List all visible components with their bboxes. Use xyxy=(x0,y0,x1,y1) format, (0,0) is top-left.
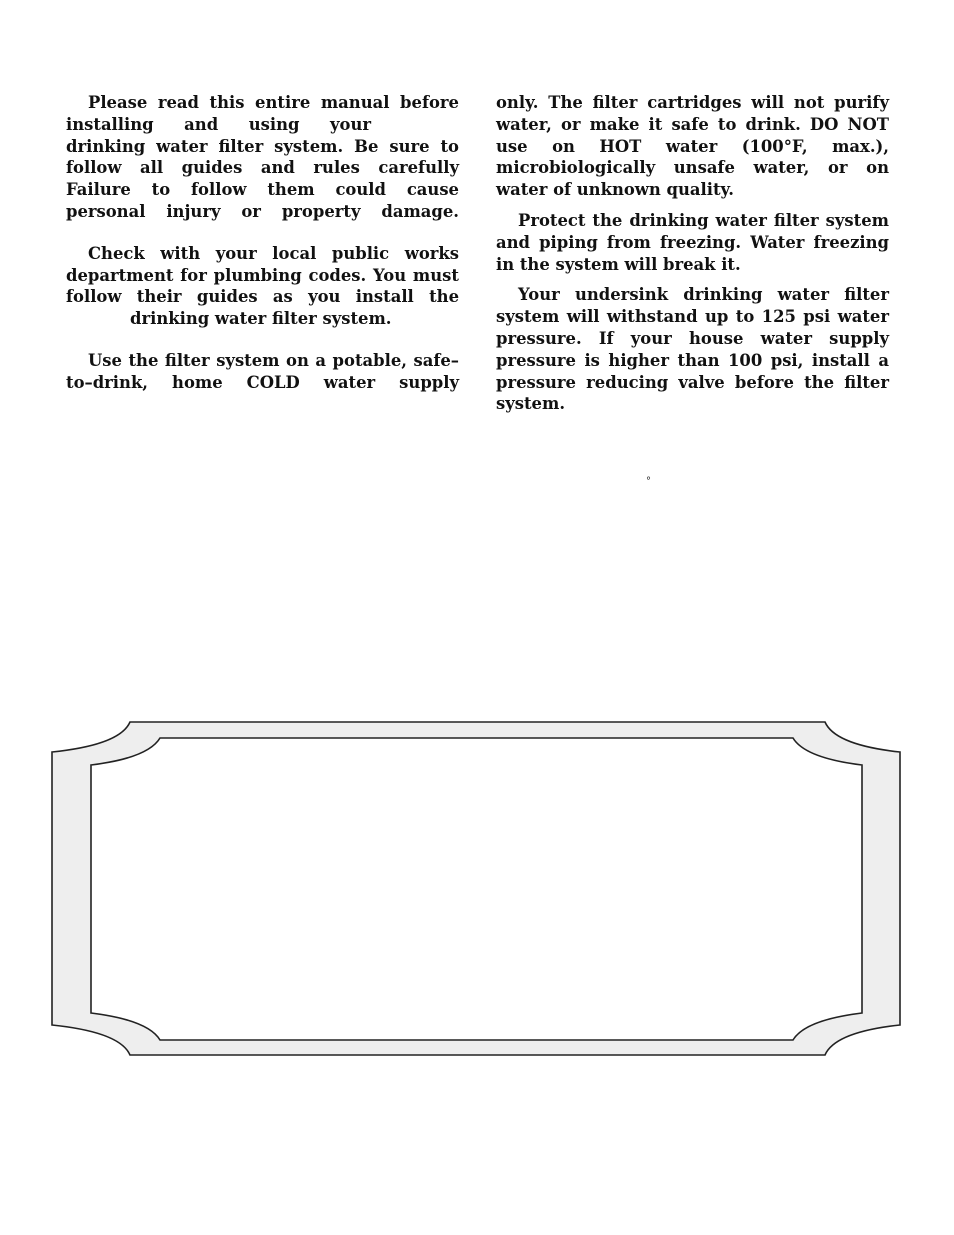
frame-inner-panel xyxy=(91,738,862,1040)
cold-water-continuation-text: only. The filter cartridges will not purify water, or make it safe to drink. DO NOT use on HOT water (100°F, max.), microbiologically unsafe water, or on water of unknown quality. xyxy=(496,93,889,200)
plumbing-codes-text-end: drinking water filter system. xyxy=(130,309,392,329)
intro-text-start: Please read this entire manual before installing and using your xyxy=(66,93,459,134)
freezing-text: Protect the drinking water filter system and piping from freezing. Water freezing in the system will break it. xyxy=(496,210,889,274)
intro-text-end: drinking water filter system. Be sure to follow all guides and rules carefully Failure to follow them could cause personal injury or property damage. xyxy=(66,136,459,221)
pressure-text: Your undersink drinking water filter system will withstand up to 125 psi water pressure. If your house water supply pressure is higher than 100 psi, install a pressure reducing valve before the filter system. xyxy=(496,285,889,414)
potable-water-text: Use the filter system on a potable, safe–to–drink, home COLD water supply xyxy=(66,350,459,392)
plumbing-codes-text-start: Check with your local public works department for plumbing codes. You must follow their guides as you install the xyxy=(66,243,459,307)
stray-degree-mark: ° xyxy=(646,476,651,487)
